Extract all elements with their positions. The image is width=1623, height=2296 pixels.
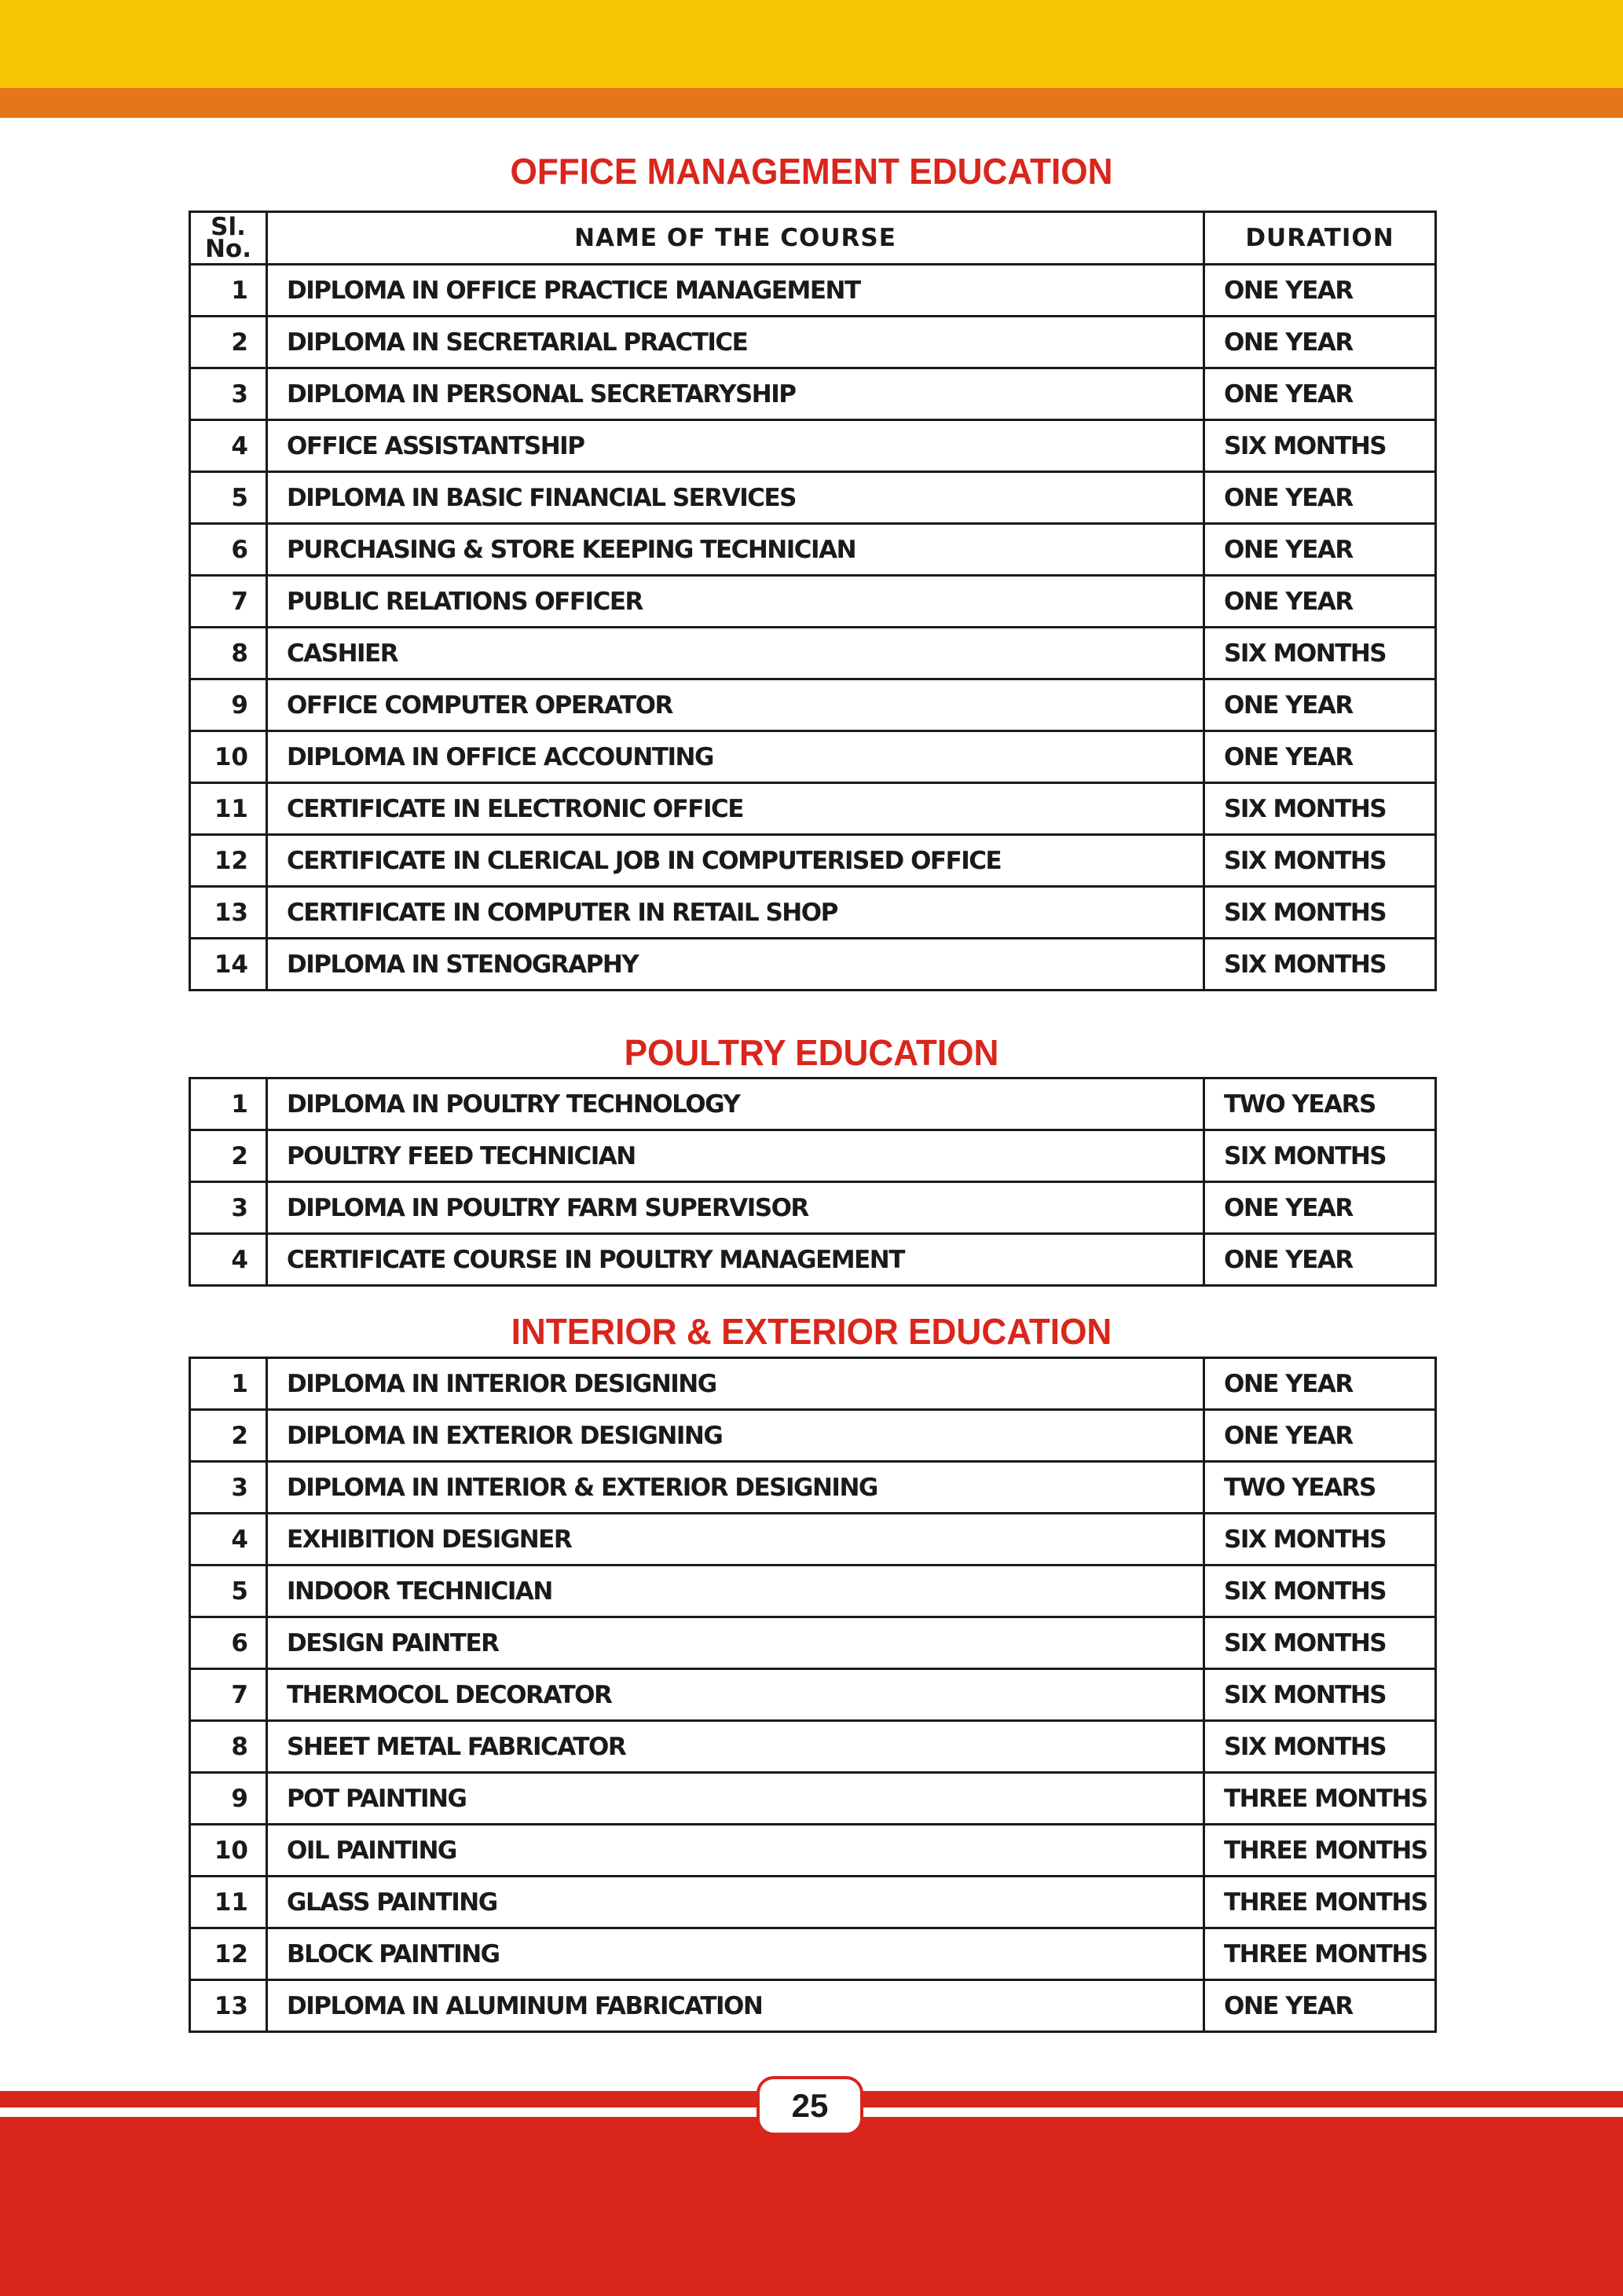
serial-number: 1 xyxy=(190,1358,267,1410)
section-title-poultry: POULTRY EDUCATION xyxy=(624,1032,999,1073)
interior-exterior-table xyxy=(189,1357,1437,2033)
serial-number: 6 xyxy=(190,1617,267,1669)
serial-number: 4 xyxy=(190,1234,267,1286)
sl-header-line1: Sl. xyxy=(211,213,246,241)
course-name: DIPLOMA IN ALUMINUM FABRICATION xyxy=(267,1980,1204,2032)
table-row xyxy=(190,1078,1436,1130)
table-row xyxy=(190,1928,1436,1980)
course-duration: SIX MONTHS xyxy=(1204,783,1436,835)
table-row xyxy=(190,576,1436,628)
course-duration: SIX MONTHS xyxy=(1204,420,1436,472)
course-duration: SIX MONTHS xyxy=(1204,887,1436,939)
serial-number: 8 xyxy=(190,1721,267,1773)
course-duration: ONE YEAR xyxy=(1204,1980,1436,2032)
table-row xyxy=(190,1617,1436,1669)
course-name: CERTIFICATE IN ELECTRONIC OFFICE xyxy=(267,783,1204,835)
course-name: DESIGN PAINTER xyxy=(267,1617,1204,1669)
course-duration: THREE MONTHS xyxy=(1204,1877,1436,1928)
course-duration: SIX MONTHS xyxy=(1204,835,1436,887)
table-row xyxy=(190,317,1436,368)
table-row xyxy=(190,1182,1436,1234)
course-name: DIPLOMA IN OFFICE PRACTICE MANAGEMENT xyxy=(267,265,1204,317)
course-name: OIL PAINTING xyxy=(267,1825,1204,1877)
serial-number: 11 xyxy=(190,1877,267,1928)
table-row xyxy=(190,524,1436,576)
serial-number: 10 xyxy=(190,731,267,783)
serial-number: 6 xyxy=(190,524,267,576)
course-name: DIPLOMA IN PERSONAL SECRETARYSHIP xyxy=(267,368,1204,420)
table-row xyxy=(190,887,1436,939)
page-number-badge: 25 xyxy=(757,2076,863,2136)
course-duration: THREE MONTHS xyxy=(1204,1928,1436,1980)
course-name: CERTIFICATE IN CLERICAL JOB IN COMPUTERISED OFFICE xyxy=(267,835,1204,887)
serial-number: 13 xyxy=(190,1980,267,2032)
course-duration: SIX MONTHS xyxy=(1204,1617,1436,1669)
table-row xyxy=(190,1669,1436,1721)
serial-number: 1 xyxy=(190,265,267,317)
course-duration: ONE YEAR xyxy=(1204,731,1436,783)
table-row xyxy=(190,835,1436,887)
duration-header: DURATION xyxy=(1204,212,1436,265)
table-row xyxy=(190,1358,1436,1410)
course-duration: TWO YEARS xyxy=(1204,1462,1436,1514)
poultry-table xyxy=(189,1077,1437,1287)
section-title-office-management: OFFICE MANAGEMENT EDUCATION xyxy=(510,151,1113,192)
table-header-row xyxy=(190,212,1436,265)
serial-number: 12 xyxy=(190,835,267,887)
course-duration: SIX MONTHS xyxy=(1204,939,1436,991)
course-name: DIPLOMA IN OFFICE ACCOUNTING xyxy=(267,731,1204,783)
table-row xyxy=(190,679,1436,731)
serial-number: 3 xyxy=(190,1462,267,1514)
course-duration: SIX MONTHS xyxy=(1204,1514,1436,1565)
table-row xyxy=(190,731,1436,783)
table-row xyxy=(190,265,1436,317)
course-duration: SIX MONTHS xyxy=(1204,1130,1436,1182)
sl-header-line2: No. xyxy=(204,235,252,263)
serial-number: 3 xyxy=(190,1182,267,1234)
course-name: PUBLIC RELATIONS OFFICER xyxy=(267,576,1204,628)
table-row xyxy=(190,368,1436,420)
serial-number: 9 xyxy=(190,1773,267,1825)
table-row xyxy=(190,1825,1436,1877)
serial-number: 8 xyxy=(190,628,267,679)
serial-number: 1 xyxy=(190,1078,267,1130)
course-duration: THREE MONTHS xyxy=(1204,1825,1436,1877)
table-row xyxy=(190,420,1436,472)
course-name-header: NAME OF THE COURSE xyxy=(267,212,1204,265)
course-duration: THREE MONTHS xyxy=(1204,1773,1436,1825)
table-row xyxy=(190,1721,1436,1773)
course-name: CERTIFICATE IN COMPUTER IN RETAIL SHOP xyxy=(267,887,1204,939)
serial-number: 14 xyxy=(190,939,267,991)
table-row xyxy=(190,1234,1436,1286)
course-duration: ONE YEAR xyxy=(1204,472,1436,524)
serial-number: 4 xyxy=(190,1514,267,1565)
table-row xyxy=(190,1410,1436,1462)
course-duration: ONE YEAR xyxy=(1204,368,1436,420)
table-row xyxy=(190,472,1436,524)
serial-number: 2 xyxy=(190,1410,267,1462)
course-name: DIPLOMA IN POULTRY FARM SUPERVISOR xyxy=(267,1182,1204,1234)
serial-number: 2 xyxy=(190,317,267,368)
serial-number: 11 xyxy=(190,783,267,835)
serial-number: 7 xyxy=(190,1669,267,1721)
serial-number: 7 xyxy=(190,576,267,628)
office-management-table xyxy=(189,211,1437,991)
course-name: CERTIFICATE COURSE IN POULTRY MANAGEMENT xyxy=(267,1234,1204,1286)
course-name: DIPLOMA IN BASIC FINANCIAL SERVICES xyxy=(267,472,1204,524)
course-name: CASHIER xyxy=(267,628,1204,679)
course-name: DIPLOMA IN STENOGRAPHY xyxy=(267,939,1204,991)
course-duration: ONE YEAR xyxy=(1204,679,1436,731)
course-duration: ONE YEAR xyxy=(1204,1234,1436,1286)
top-yellow-band xyxy=(0,0,1623,88)
course-name: DIPLOMA IN INTERIOR DESIGNING xyxy=(267,1358,1204,1410)
course-duration: SIX MONTHS xyxy=(1204,628,1436,679)
course-duration: SIX MONTHS xyxy=(1204,1721,1436,1773)
course-name: BLOCK PAINTING xyxy=(267,1928,1204,1980)
course-name: GLASS PAINTING xyxy=(267,1877,1204,1928)
sl-no-header xyxy=(190,212,267,265)
course-name: DIPLOMA IN EXTERIOR DESIGNING xyxy=(267,1410,1204,1462)
course-duration: SIX MONTHS xyxy=(1204,1669,1436,1721)
serial-number: 10 xyxy=(190,1825,267,1877)
course-name: DIPLOMA IN POULTRY TECHNOLOGY xyxy=(267,1078,1204,1130)
serial-number: 9 xyxy=(190,679,267,731)
top-orange-band xyxy=(0,88,1623,118)
serial-number: 12 xyxy=(190,1928,267,1980)
table-row xyxy=(190,783,1436,835)
serial-number: 3 xyxy=(190,368,267,420)
course-duration: ONE YEAR xyxy=(1204,1182,1436,1234)
course-name: PURCHASING & STORE KEEPING TECHNICIAN xyxy=(267,524,1204,576)
table-row xyxy=(190,1514,1436,1565)
table-row xyxy=(190,939,1436,991)
serial-number: 5 xyxy=(190,472,267,524)
table-row xyxy=(190,628,1436,679)
course-name: POULTRY FEED TECHNICIAN xyxy=(267,1130,1204,1182)
course-duration: ONE YEAR xyxy=(1204,317,1436,368)
course-name: OFFICE COMPUTER OPERATOR xyxy=(267,679,1204,731)
serial-number: 2 xyxy=(190,1130,267,1182)
course-duration: ONE YEAR xyxy=(1204,524,1436,576)
course-name: INDOOR TECHNICIAN xyxy=(267,1565,1204,1617)
course-name: POT PAINTING xyxy=(267,1773,1204,1825)
course-name: DIPLOMA IN INTERIOR & EXTERIOR DESIGNING xyxy=(267,1462,1204,1514)
course-duration: SIX MONTHS xyxy=(1204,1565,1436,1617)
course-name: SHEET METAL FABRICATOR xyxy=(267,1721,1204,1773)
serial-number: 4 xyxy=(190,420,267,472)
footer-red-band xyxy=(0,2117,1623,2296)
course-duration: ONE YEAR xyxy=(1204,1410,1436,1462)
course-duration: ONE YEAR xyxy=(1204,265,1436,317)
section-title-interior-exterior: INTERIOR & EXTERIOR EDUCATION xyxy=(511,1311,1112,1352)
table-row xyxy=(190,1565,1436,1617)
table-row xyxy=(190,1980,1436,2032)
serial-number: 13 xyxy=(190,887,267,939)
table-row xyxy=(190,1773,1436,1825)
serial-number: 5 xyxy=(190,1565,267,1617)
course-name: THERMOCOL DECORATOR xyxy=(267,1669,1204,1721)
table-row xyxy=(190,1130,1436,1182)
course-name: OFFICE ASSISTANTSHIP xyxy=(267,420,1204,472)
table-row xyxy=(190,1462,1436,1514)
course-name: DIPLOMA IN SECRETARIAL PRACTICE xyxy=(267,317,1204,368)
course-duration: TWO YEARS xyxy=(1204,1078,1436,1130)
table-row xyxy=(190,1877,1436,1928)
course-name: EXHIBITION DESIGNER xyxy=(267,1514,1204,1565)
course-duration: ONE YEAR xyxy=(1204,576,1436,628)
course-duration: ONE YEAR xyxy=(1204,1358,1436,1410)
